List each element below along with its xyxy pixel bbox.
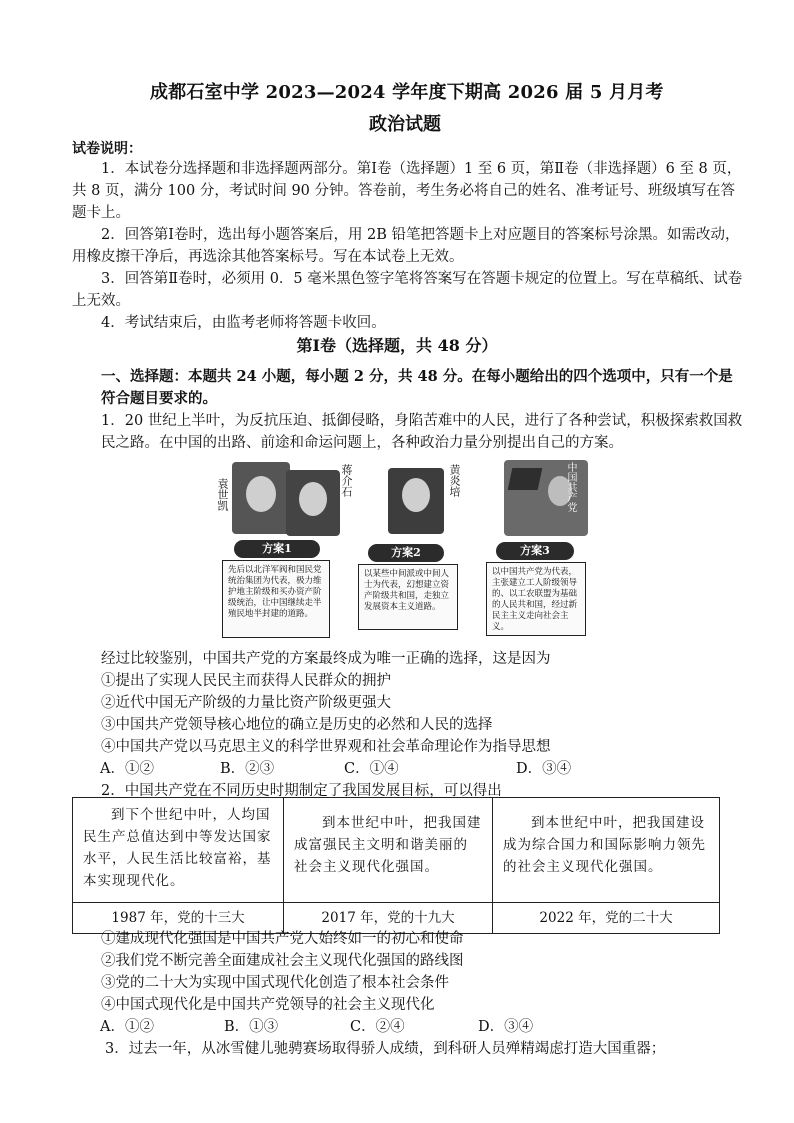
question-2-stem: 2．中国共产党在不同历史时期制定了我国发展目标，可以得出 [101, 783, 502, 799]
q2-statement: ②我们党不断完善全面建成社会主义现代化强国的路线图 [101, 953, 464, 969]
portrait-name-2: 蒋介石 [340, 464, 353, 497]
goal-source: 2017 年，党的十九大 [284, 903, 493, 934]
instruction-item: 4．考试结束后，由监考老师将答题卡收回。 [101, 315, 386, 331]
portrait-name-4: 中国共产党 [565, 462, 576, 512]
q2-option-a[interactable]: A．①② [100, 1019, 154, 1035]
question-1-stem: 1．20 世纪上半叶，为反抗压迫、抵御侵略，身陷苦难中的人民，进行了各种尝试，积极探索救国救民之路。在中国的出路、前途和命运问题上，各种政治力量分别提出自己的方案。 [101, 413, 743, 451]
plan-2-text: 以某些中间派或中间人士为代表，幻想建立资产阶级共和国，走独立发展资本主义道路。 [358, 564, 458, 630]
q1-statement: ③中国共产党领导核心地位的确立是历史的必然和人民的选择 [101, 717, 493, 733]
instructions-heading: 试卷说明： [72, 141, 142, 157]
portrait-huang [388, 468, 444, 534]
page-subtitle: 政治试题 [369, 114, 441, 135]
instruction-item: 1．本试卷分选择题和非选择题两部分。第Ⅰ卷（选择题）1 至 6 页，第Ⅱ卷（非选择题）6 至 8 页，共 8 页，满分 100 分，考试时间 90 分钟。答卷前，考生务必将自己的姓名、准考证号、班级填写在答题卡上。 [72, 161, 742, 221]
q2-statement: ①建成现代化强国是中国共产党人始终如一的初心和使命 [101, 931, 464, 947]
plan-1-tag: 方案1 [234, 540, 320, 558]
q1-option-c[interactable]: C．①④ [344, 761, 399, 777]
q1-statement: ④中国共产党以马克思主义的科学世界观和社会革命理论作为指导思想 [101, 739, 551, 755]
portrait-name-3: 黄炎培 [448, 464, 461, 497]
goal-cell: 到本世纪中叶，把我国建成富强民主文明和谐美丽的社会主义现代化强国。 [284, 798, 493, 903]
question-1-lead: 经过比较鉴别，中国共产党的方案最终成为唯一正确的选择，这是因为 [101, 651, 551, 667]
section-intro: 一、选择题：本题共 24 小题，每小题 2 分，共 48 分。在每小题给出的四个选项中，只有一个是符合题目要求的。 [101, 368, 733, 407]
goal-cell: 到本世纪中叶，把我国建设成为综合国力和国际影响力领先的社会主义现代化强国。 [493, 798, 720, 903]
q2-statement: ③党的二十大为实现中国式现代化创造了根本社会条件 [101, 975, 449, 991]
instructions-list [72, 158, 744, 334]
q2-option-b[interactable]: B．①③ [224, 1019, 279, 1035]
question-2-body [72, 928, 744, 1060]
goal-source: 1987 年，党的十三大 [73, 903, 284, 934]
q2-statement: ④中国式现代化是中国共产党领导的社会主义现代化 [101, 997, 435, 1013]
section-intro-block [72, 366, 744, 454]
portrait-yuan [232, 462, 290, 534]
q2-options [72, 1016, 744, 1038]
question-3-stem: 3．过去一年，从冰雪健儿驰骋赛场取得骄人成绩，到科研人员殚精竭虑打造大国重器； [105, 1041, 666, 1057]
q2-option-d[interactable]: D．③④ [478, 1019, 534, 1035]
q1-option-b[interactable]: B．②③ [220, 761, 275, 777]
q1-options [72, 758, 744, 780]
portrait-jiang [286, 470, 340, 536]
q2-option-c[interactable]: C．②④ [350, 1019, 405, 1035]
goal-source: 2022 年，党的二十大 [493, 903, 720, 934]
plan-1-text: 先后以北洋军阀和国民党统治集团为代表，极力维护地主阶级和买办资产阶级统治，让中国继续走半殖民地半封建的道路。 [222, 560, 330, 638]
q1-option-a[interactable]: A．①② [100, 761, 154, 777]
section-title: 第Ⅰ卷（选择题，共 48 分） [296, 336, 498, 355]
portrait-name-1: 袁世凯 [216, 478, 229, 511]
q1-statement: ①提出了实现人民民主而获得人民群众的拥护 [101, 673, 391, 689]
q1-figure [208, 460, 588, 640]
q2-goals-table [72, 797, 720, 934]
plan-3-text: 以中国共产党为代表，主张建立工人阶级领导的、以工农联盟为基础的人民共和国，经过新民主主义走向社会主义。 [486, 562, 586, 636]
instruction-item: 2．回答第Ⅰ卷时，选出每小题答案后，用 2B 铅笔把答题卡上对应题目的答案标号涂黑。如需改动，用橡皮擦干净后，再选涂其他答案标号。写在本试卷上无效。 [72, 227, 740, 265]
page-title: 成都石室中学 2023—2024 学年度下期高 2026 届 5 月月考 [150, 82, 664, 103]
plan-2-tag: 方案2 [368, 544, 444, 562]
goal-cell: 到下个世纪中叶，人均国民生产总值达到中等发达国家水平，人民生活比较富裕，基本实现现代化。 [73, 798, 284, 903]
q1-statement: ②近代中国无产阶级的力量比资产阶级更强大 [101, 695, 391, 711]
q1-option-d[interactable]: D．③④ [516, 761, 572, 777]
instruction-item: 3．回答第Ⅱ卷时，必须用 0．5 毫米黑色签字笔将答案写在答题卡规定的位置上。写在草稿纸、试卷上无效。 [72, 271, 743, 309]
question-1-body [72, 648, 744, 802]
plan-3-tag: 方案3 [496, 542, 574, 560]
